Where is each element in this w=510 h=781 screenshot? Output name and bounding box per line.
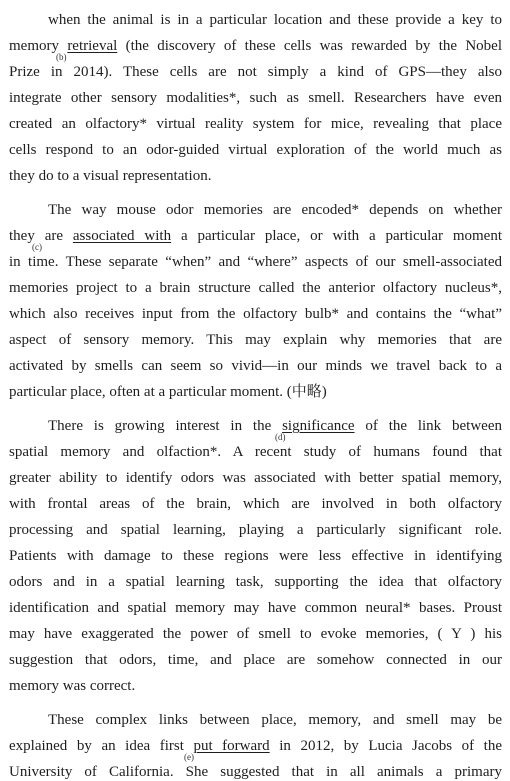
- text-line: [9, 522, 502, 539]
- text-run: The way mouse odor memories are encoded* depends on whether: [48, 202, 502, 218]
- underlined-phrase: significance: [282, 418, 355, 434]
- text-line: [48, 712, 502, 729]
- text-line: [48, 202, 502, 219]
- text-run: suggestion that odors, time, and place are somehow connected in our: [9, 652, 502, 668]
- text-run: integrate other sensory modalities*, such as smell. Researchers have even: [9, 90, 502, 106]
- question-marker: (d): [275, 432, 286, 442]
- text-line: [9, 600, 502, 617]
- text-line: [9, 90, 502, 107]
- text-line: [9, 280, 502, 297]
- text-run: aspect of sensory memory. This may explain why memories that are: [9, 332, 502, 348]
- text-line: [9, 254, 502, 271]
- text-line: [9, 470, 502, 487]
- text-line: [9, 652, 502, 669]
- text-line: [9, 168, 502, 185]
- text-run: they do to a visual representation.: [9, 168, 212, 184]
- text-run: when the animal is in a particular location and these provide a key to: [48, 12, 502, 28]
- text-line: [9, 116, 502, 133]
- text-line: [9, 574, 502, 591]
- text-run: particular place, often at a particular moment. (中略): [9, 384, 327, 400]
- text-run: which also receives input from the olfactory bulb* and contains the “what”: [9, 306, 502, 322]
- text-run: Prize in 2014). These cells are not simply a kind of GPS—they also: [9, 64, 502, 80]
- text-run: in time. These separate “when” and “where” aspects of our smell-associated: [9, 254, 502, 270]
- underlined-phrase: put forward: [193, 738, 270, 754]
- text-line: [9, 444, 502, 461]
- text-run: spatial memory and olfaction*. A recent study of humans found that: [9, 444, 502, 460]
- text-run: with frontal areas of the brain, which are involved in both olfactory: [9, 496, 502, 512]
- text-run: These complex links between place, memory, and smell may be: [48, 712, 502, 728]
- text-run: they are: [9, 228, 73, 244]
- text-run: explained by an idea first: [9, 738, 194, 754]
- text-run: Patients with damage to these regions were less effective in identifying: [9, 548, 502, 564]
- text-line: [9, 548, 502, 565]
- text-line: [9, 678, 502, 695]
- text-line: [9, 358, 502, 375]
- text-line: [9, 332, 502, 349]
- text-run: greater ability to identify odors was associated with better spatial memory,: [9, 470, 502, 486]
- text-run: processing and spatial learning, playing a particularly significant role.: [9, 522, 502, 538]
- text-run: a particular place, or with a particular moment: [171, 228, 503, 244]
- underlined-phrase: retrieval: [67, 38, 118, 54]
- text-line: [9, 142, 502, 159]
- text-line: [9, 384, 502, 401]
- text-run: odors and in a spatial learning task, supporting the idea that olfactory: [9, 574, 502, 590]
- underlined-phrase: associated with: [72, 228, 172, 244]
- question-marker: (b): [56, 52, 67, 62]
- text-line: [9, 64, 502, 81]
- text-line: [48, 12, 502, 29]
- question-marker: (c): [32, 242, 42, 252]
- text-line: [9, 764, 502, 781]
- question-marker: (e): [184, 752, 194, 762]
- text-run: memory: [9, 38, 68, 54]
- text-run: of the link between: [354, 418, 502, 434]
- text-run: may have exaggerated the power of smell to evoke memories, ( Y ) his: [9, 626, 502, 642]
- text-line: [9, 38, 502, 55]
- text-line: [9, 306, 502, 323]
- text-run: memory was correct.: [9, 678, 136, 694]
- text-run: cells respond to an odor-guided virtual exploration of the world much as: [9, 142, 502, 158]
- text-run: There is growing interest in the: [48, 418, 283, 434]
- text-run: University of California. She suggested that in all animals a primary: [9, 764, 502, 780]
- text-line: [9, 228, 502, 245]
- text-run: memories project to a brain structure called the anterior olfactory nucleus*,: [9, 280, 502, 296]
- text-line: [9, 496, 502, 513]
- text-line: [9, 738, 502, 755]
- text-run: created an olfactory* virtual reality system for mice, revealing that place: [9, 116, 502, 132]
- text-line: [9, 626, 502, 643]
- text-run: identification and spatial memory may have common neural* bases. Proust: [9, 600, 502, 616]
- text-run: in 2012, by Lucia Jacobs of the: [269, 738, 502, 754]
- text-run: activated by smells can seem so vivid—in our minds we travel back to a: [9, 358, 502, 374]
- text-run: (the discovery of these cells was rewarded by the Nobel: [117, 38, 502, 54]
